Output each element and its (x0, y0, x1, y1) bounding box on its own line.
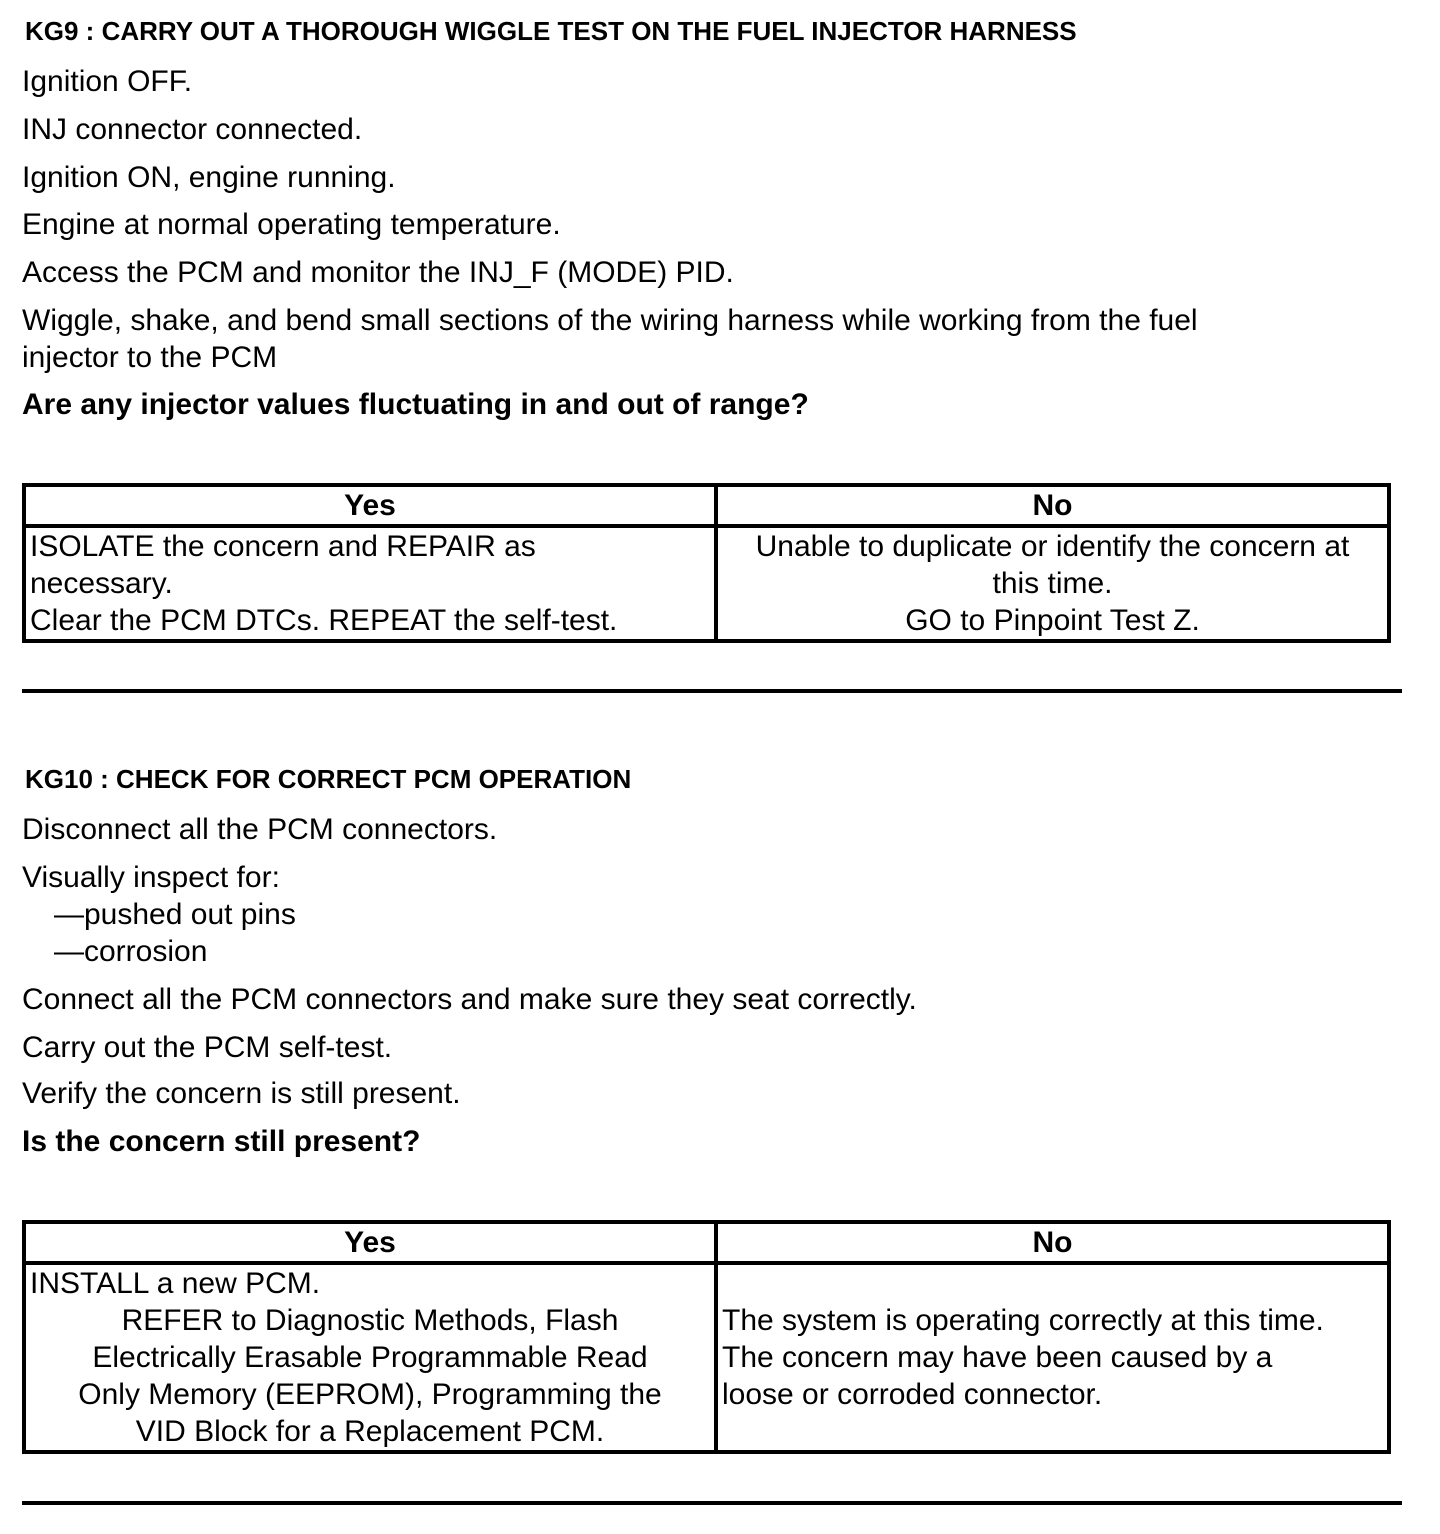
kg10-yes-line-1: INSTALL a new PCM. (30, 1267, 321, 1300)
kg9-step-3: Ignition ON, engine running. (22, 161, 396, 194)
kg10-yes-line-4: Only Memory (EEPROM), Programming the (78, 1378, 662, 1411)
kg9-no-line-1: Unable to duplicate or identify the concern at (755, 530, 1350, 563)
kg9-step-2: INJ connector connected. (22, 113, 363, 146)
kg10-result-table (22, 1220, 1391, 1454)
kg10-question: Is the concern still present? (22, 1125, 421, 1158)
kg10-yes-line-3: Electrically Erasable Programmable Read (92, 1341, 648, 1374)
kg9-yes-header: Yes (24, 485, 716, 526)
kg9-question: Are any injector values fluctuating in and out of range? (22, 388, 809, 421)
kg9-step-6-line-1: Wiggle, shake, and bend small sections of the wiring harness while working from the fuel (22, 304, 1198, 337)
kg9-no-cell (716, 526, 1389, 641)
kg10-no-line-1: The system is operating correctly at this time. (722, 1304, 1324, 1337)
kg10-step-4: Carry out the PCM self-test. (22, 1031, 393, 1064)
kg10-step-3: Connect all the PCM connectors and make sure they seat correctly. (22, 983, 917, 1016)
kg10-sub-item-2: —corrosion (54, 935, 208, 968)
kg9-step-6 (22, 302, 1198, 376)
section-divider-2 (22, 1501, 1402, 1505)
kg9-no-line-3: GO to Pinpoint Test Z. (905, 604, 1200, 637)
kg9-heading: KG9 : CARRY OUT A THOROUGH WIGGLE TEST ON THE FUEL INJECTOR HARNESS (25, 16, 1077, 46)
kg10-table-header-row (24, 1222, 1389, 1263)
kg10-step-2 (22, 859, 296, 970)
section-divider-1 (22, 689, 1402, 693)
kg9-no-header: No (716, 485, 1389, 526)
kg10-no-cell (716, 1263, 1389, 1452)
kg9-step-5: Access the PCM and monitor the INJ_F (MODE) PID. (22, 256, 734, 289)
kg10-yes-cell (24, 1263, 716, 1452)
kg9-result-table (22, 483, 1391, 643)
kg9-table-header-row (24, 485, 1389, 526)
kg10-step-1: Disconnect all the PCM connectors. (22, 813, 498, 846)
kg9-table-body-row (24, 526, 1389, 641)
kg9-yes-cell (24, 526, 716, 641)
kg10-sub-item-1: —pushed out pins (54, 898, 296, 931)
kg9-step-1: Ignition OFF. (22, 65, 193, 98)
kg9-yes-line-3: Clear the PCM DTCs. REPEAT the self-test. (30, 604, 618, 637)
kg10-yes-line-2: REFER to Diagnostic Methods, Flash (121, 1304, 619, 1337)
kg10-heading: KG10 : CHECK FOR CORRECT PCM OPERATION (25, 764, 632, 794)
kg10-step-2-label: Visually inspect for: (22, 861, 280, 894)
kg10-step-5: Verify the concern is still present. (22, 1077, 461, 1110)
kg9-no-line-2: this time. (992, 567, 1113, 600)
kg9-yes-line-2: necessary. (30, 567, 173, 600)
kg10-table-body-row (24, 1263, 1389, 1452)
kg10-no-header: No (716, 1222, 1389, 1263)
kg10-no-line-3: loose or corroded connector. (722, 1378, 1103, 1411)
kg10-no-line-2: The concern may have been caused by a (722, 1341, 1273, 1374)
kg9-step-6-line-2: injector to the PCM (22, 341, 278, 374)
kg9-step-4: Engine at normal operating temperature. (22, 208, 561, 241)
kg9-yes-line-1: ISOLATE the concern and REPAIR as (30, 530, 536, 563)
kg10-yes-header: Yes (24, 1222, 716, 1263)
kg10-yes-line-5: VID Block for a Replacement PCM. (135, 1415, 605, 1448)
